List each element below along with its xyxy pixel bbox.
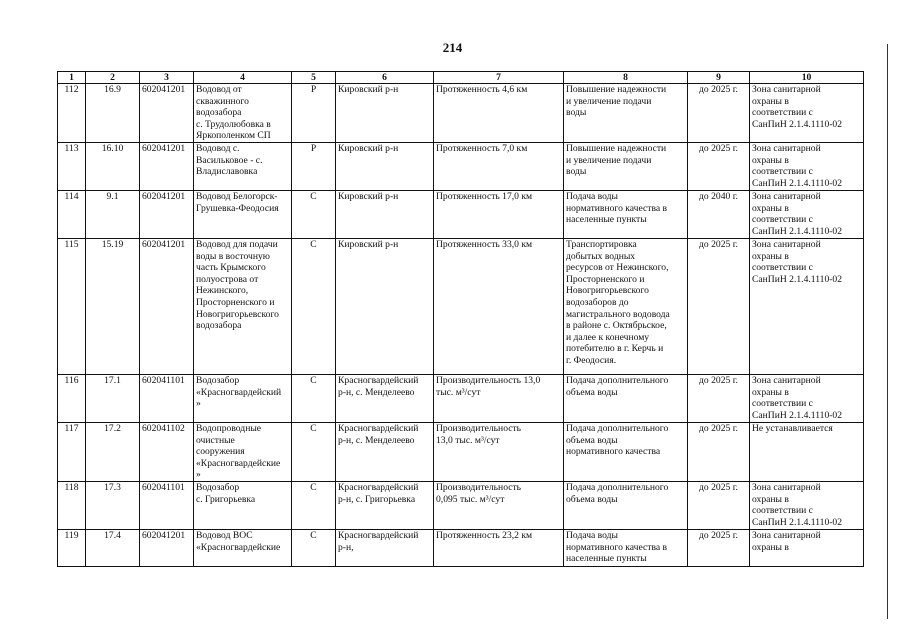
object-location-line: р-н, с. Григорьевка — [338, 493, 416, 505]
object-code-cell: 602041201 — [140, 530, 194, 567]
protection-zone-cell — [750, 239, 864, 375]
table-row — [58, 143, 864, 191]
row-number-cell: 119 — [58, 530, 86, 567]
object-name-cell — [194, 239, 292, 375]
object-name-line: » — [196, 469, 201, 481]
object-parameters-cell — [434, 143, 564, 191]
object-location-line: р-н, с. Менделеево — [338, 386, 415, 398]
object-purpose-line: Подача воды — [566, 530, 618, 541]
object-purpose-line: Подача дополнительного — [566, 375, 669, 386]
object-code-cell: 602041201 — [140, 239, 194, 375]
object-code-cell: 602041101 — [140, 375, 194, 423]
protection-zone-line: соответствии с — [752, 214, 813, 226]
protection-zone-line: соответствии с — [752, 107, 813, 119]
object-name-line: Васильковое - с. — [196, 154, 263, 166]
object-name-cell — [194, 143, 292, 191]
table-row — [58, 482, 864, 530]
object-purpose-line: нормативного качества в — [566, 541, 668, 553]
column-header-7: 7 — [434, 72, 564, 84]
object-purpose-line: Подача воды — [566, 191, 618, 202]
object-name-line: Просторненского и — [196, 296, 275, 308]
object-purpose-cell — [564, 423, 688, 482]
object-name-line: Водовод с. — [196, 143, 240, 154]
protection-zone-cell — [750, 84, 864, 143]
object-status-cell: С — [292, 191, 336, 239]
object-parameters-line: 0,095 тыс. м³/сут — [436, 493, 505, 505]
object-name-line: Водопроводные — [196, 423, 262, 434]
protection-zone-line: Зона санитарной — [752, 84, 821, 95]
object-purpose-cell — [564, 375, 688, 423]
object-status-cell: С — [292, 375, 336, 423]
row-number-cell: 118 — [58, 482, 86, 530]
object-parameters-line: Протяженность 4,6 км — [436, 84, 528, 95]
protection-zone-line: охраны в — [752, 386, 789, 398]
row-number-cell: 115 — [58, 239, 86, 375]
object-name-line: Нежинского, — [196, 285, 249, 297]
object-location-line: Красногвардейский — [338, 530, 419, 541]
protection-zone-line: СанПиН 2.1.4.1110-02 — [752, 409, 843, 421]
object-parameters-cell — [434, 84, 564, 143]
object-location-line: Кировский р-н — [338, 143, 399, 154]
item-code-cell: 16.9 — [86, 84, 140, 143]
object-name-line: воды в восточную — [196, 250, 270, 262]
protection-zone-line: Зона санитарной — [752, 482, 821, 493]
object-parameters-line: 13,0 тыс. м³/сут — [436, 434, 500, 446]
object-name-line: водозабора — [196, 320, 242, 332]
object-name-cell — [194, 375, 292, 423]
protection-zone-line: охраны в — [752, 154, 789, 166]
object-purpose-line: нормативного качества в — [566, 202, 668, 214]
object-purpose-cell — [564, 191, 688, 239]
object-parameters-cell — [434, 375, 564, 423]
object-status-cell: С — [292, 239, 336, 375]
object-location-cell — [336, 530, 434, 567]
row-number-cell: 112 — [58, 84, 86, 143]
object-parameters-line: Производительность — [436, 482, 522, 493]
column-header-2: 2 — [86, 72, 140, 84]
implementation-term-cell: до 2025 г. — [688, 423, 750, 482]
object-parameters-cell — [434, 191, 564, 239]
object-location-cell — [336, 423, 434, 482]
object-location-line: Кировский р-н — [338, 239, 399, 250]
page-number: 214 — [442, 40, 463, 55]
item-code-cell: 17.4 — [86, 530, 140, 567]
object-name-line: полуострова от — [196, 273, 259, 285]
object-location-line: Красногвардейский — [338, 375, 419, 386]
document-table — [57, 71, 864, 567]
protection-zone-line: охраны в — [752, 541, 789, 553]
object-parameters-cell — [434, 423, 564, 482]
implementation-term-cell: до 2025 г. — [688, 375, 750, 423]
implementation-term-cell: до 2025 г. — [688, 239, 750, 375]
protection-zone-cell — [750, 143, 864, 191]
row-number-cell: 117 — [58, 423, 86, 482]
implementation-term-cell: до 2040 г. — [688, 191, 750, 239]
column-header-8: 8 — [564, 72, 688, 84]
object-location-line: Кировский р-н — [338, 191, 399, 202]
object-name-line: Водовод Белогорск- — [196, 191, 278, 202]
implementation-term-cell: до 2025 г. — [688, 84, 750, 143]
object-parameters-line: Протяженность 17,0 км — [436, 191, 533, 202]
table-row — [58, 530, 864, 567]
object-name-cell — [194, 482, 292, 530]
item-code-cell: 17.2 — [86, 423, 140, 482]
item-code-cell: 15.19 — [86, 239, 140, 375]
object-name-line: Водовод от — [196, 84, 242, 95]
object-purpose-line: объема воды — [566, 493, 618, 505]
object-purpose-line: населенные пункты — [566, 214, 647, 226]
object-location-line: Красногвардейский — [338, 423, 419, 434]
implementation-term-cell: до 2025 г. — [688, 482, 750, 530]
protection-zone-line: охраны в — [752, 95, 789, 107]
object-purpose-cell — [564, 482, 688, 530]
object-status-cell: Р — [292, 143, 336, 191]
object-name-line: » — [196, 398, 201, 410]
object-purpose-line: потебителю в г. Керчь и — [566, 343, 664, 355]
object-status-cell: Р — [292, 84, 336, 143]
item-code-cell: 16.10 — [86, 143, 140, 191]
object-name-line: Владиславовка — [196, 166, 258, 178]
protection-zone-line: Зона санитарной — [752, 239, 821, 250]
protection-zone-line: Зона санитарной — [752, 530, 821, 541]
object-location-cell — [336, 375, 434, 423]
object-name-line: с. Григорьевка — [196, 493, 256, 505]
object-name-cell — [194, 423, 292, 482]
protection-zone-line: СанПиН 2.1.4.1110-02 — [752, 516, 843, 528]
object-location-cell — [336, 482, 434, 530]
object-purpose-line: Подача дополнительного — [566, 423, 669, 434]
item-code-cell: 17.3 — [86, 482, 140, 530]
protection-zone-line: Зона санитарной — [752, 375, 821, 386]
protection-zone-line: СанПиН 2.1.4.1110-02 — [752, 118, 843, 130]
object-parameters-cell — [434, 482, 564, 530]
item-code-cell: 9.1 — [86, 191, 140, 239]
object-parameters-line: Производительность — [436, 423, 522, 434]
object-code-cell: 602041201 — [140, 191, 194, 239]
protection-zone-line: Не устанавливается — [752, 423, 833, 434]
table-body — [58, 84, 864, 567]
object-name-cell — [194, 191, 292, 239]
protection-zone-cell — [750, 375, 864, 423]
column-header-5: 5 — [292, 72, 336, 84]
object-parameters-line: Протяженность 33,0 км — [436, 239, 533, 250]
object-purpose-cell — [564, 239, 688, 375]
column-header-3: 3 — [140, 72, 194, 84]
implementation-term-cell: до 2025 г. — [688, 530, 750, 567]
object-purpose-cell — [564, 530, 688, 567]
protection-zone-line: СанПиН 2.1.4.1110-02 — [752, 177, 843, 189]
object-name-line: Водозабор — [196, 375, 240, 386]
object-name-cell — [194, 530, 292, 567]
object-purpose-line: воды — [566, 166, 587, 178]
object-parameters-line: Протяженность 7,0 км — [436, 143, 528, 154]
object-name-line: Новогригорьевского — [196, 308, 279, 320]
column-header-9: 9 — [688, 72, 750, 84]
object-purpose-line: объема воды — [566, 434, 618, 446]
row-number-cell: 114 — [58, 191, 86, 239]
object-purpose-line: магистрального водовода — [566, 308, 670, 320]
column-header-1: 1 — [58, 72, 86, 84]
object-purpose-cell — [564, 143, 688, 191]
object-location-line: Кировский р-н — [338, 84, 399, 95]
object-name-line: «Красногвардейские — [196, 457, 281, 469]
object-purpose-line: Просторненского и — [566, 273, 645, 285]
object-purpose-line: и далее к конечному — [566, 331, 650, 343]
table-row — [58, 191, 864, 239]
object-status-cell: С — [292, 482, 336, 530]
object-purpose-line: в районе с. Октябрьское, — [566, 320, 667, 332]
protection-zone-cell — [750, 191, 864, 239]
protection-zone-line: охраны в — [752, 493, 789, 505]
protection-zone-line: соответствии с — [752, 262, 813, 274]
object-purpose-line: водозаборов до — [566, 296, 629, 308]
table-row — [58, 423, 864, 482]
protection-zone-cell — [750, 482, 864, 530]
protection-zone-line: охраны в — [752, 202, 789, 214]
object-name-line: Водовод ВОС — [196, 530, 253, 541]
column-header-10: 10 — [750, 72, 864, 84]
object-parameters-line: Производительность 13,0 — [436, 375, 541, 386]
object-purpose-line: ресурсов от Нежинского, — [566, 262, 669, 274]
table-header-row — [58, 72, 864, 84]
object-name-line: «Красногвардейские — [196, 541, 281, 553]
object-purpose-line: и увеличение подачи — [566, 95, 652, 107]
object-name-line: водозабора — [196, 107, 242, 119]
object-purpose-line: объема воды — [566, 386, 618, 398]
object-name-line: с. Трудолюбовка в — [196, 118, 271, 130]
object-location-line: р-н, — [338, 541, 354, 553]
object-name-cell — [194, 84, 292, 143]
protection-zone-cell — [750, 530, 864, 567]
object-status-cell: С — [292, 423, 336, 482]
column-header-4: 4 — [194, 72, 292, 84]
table-row — [58, 239, 864, 375]
object-location-cell — [336, 239, 434, 375]
object-location-line: Красногвардейский — [338, 482, 419, 493]
object-purpose-line: Повышение надежности — [566, 84, 667, 95]
implementation-term-cell: до 2025 г. — [688, 143, 750, 191]
object-name-line: «Красногвардейский — [196, 386, 282, 398]
row-number-cell: 113 — [58, 143, 86, 191]
protection-zone-line: охраны в — [752, 250, 789, 262]
object-purpose-line: и увеличение подачи — [566, 154, 652, 166]
object-name-line: часть Крымского — [196, 262, 266, 274]
object-name-line: сооружения — [196, 446, 245, 458]
column-header-6: 6 — [336, 72, 434, 84]
object-purpose-line: г. Феодосия. — [566, 354, 617, 366]
protection-zone-cell — [750, 423, 864, 482]
protection-zone-line: соответствии с — [752, 398, 813, 410]
object-purpose-line: воды — [566, 107, 587, 119]
protection-zone-line: СанПиН 2.1.4.1110-02 — [752, 225, 843, 237]
page-edge-line — [887, 44, 888, 619]
object-location-cell — [336, 143, 434, 191]
object-name-line: Водовод для подачи — [196, 239, 278, 250]
object-code-cell: 602041101 — [140, 482, 194, 530]
item-code-cell: 17.1 — [86, 375, 140, 423]
table-row — [58, 84, 864, 143]
protection-zone-line: СанПиН 2.1.4.1110-02 — [752, 273, 843, 285]
protection-zone-line: соответствии с — [752, 166, 813, 178]
protection-zone-line: Зона санитарной — [752, 191, 821, 202]
object-name-line: скважинного — [196, 95, 249, 107]
object-location-cell — [336, 191, 434, 239]
protection-zone-line: соответствии с — [752, 505, 813, 517]
object-purpose-line: Транспортировка — [566, 239, 637, 250]
object-parameters-line: тыс. м³/сут — [436, 386, 481, 398]
object-parameters-cell — [434, 239, 564, 375]
object-purpose-cell — [564, 84, 688, 143]
object-purpose-line: Подача дополнительного — [566, 482, 669, 493]
object-purpose-line: добытых водных — [566, 250, 636, 262]
object-purpose-line: нормативного качества — [566, 446, 661, 458]
object-status-cell: С — [292, 530, 336, 567]
object-parameters-cell — [434, 530, 564, 567]
object-parameters-line: Протяженность 23,2 км — [436, 530, 533, 541]
object-code-cell: 602041102 — [140, 423, 194, 482]
object-location-cell — [336, 84, 434, 143]
object-name-line: Водозабор — [196, 482, 240, 493]
object-name-line: Грушевка-Феодосия — [196, 202, 279, 214]
object-code-cell: 602041201 — [140, 84, 194, 143]
object-name-line: очистные — [196, 434, 235, 446]
object-location-line: р-н, с. Менделеево — [338, 434, 415, 446]
protection-zone-line: Зона санитарной — [752, 143, 821, 154]
object-name-line: Яркополенком СП — [196, 130, 271, 142]
row-number-cell: 116 — [58, 375, 86, 423]
object-purpose-line: населенные пункты — [566, 553, 647, 565]
object-purpose-line: Повышение надежности — [566, 143, 667, 154]
object-purpose-line: Новогригорьевского — [566, 285, 649, 297]
table-row — [58, 375, 864, 423]
object-code-cell: 602041201 — [140, 143, 194, 191]
